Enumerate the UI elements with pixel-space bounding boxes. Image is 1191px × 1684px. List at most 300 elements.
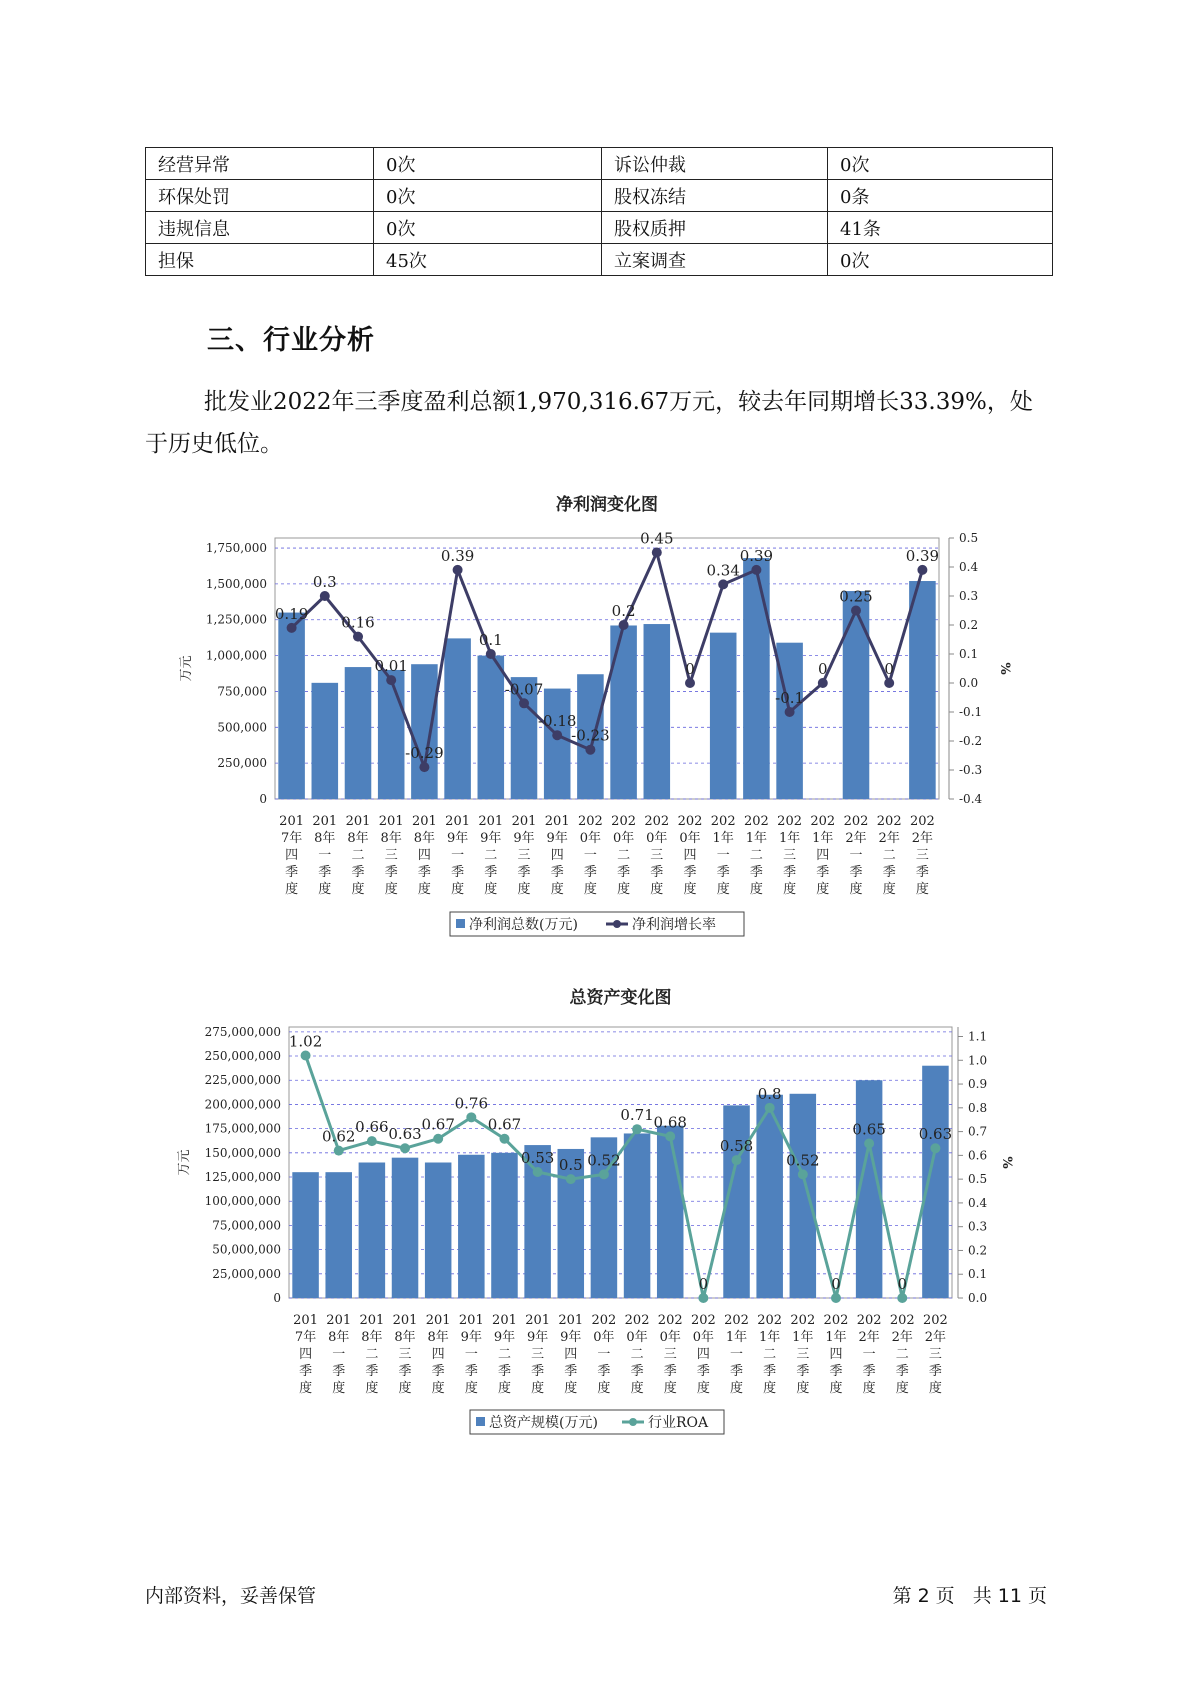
y-axis-label: 万元: [179, 655, 194, 682]
x-tick-label: 8年: [427, 1330, 449, 1345]
x-tick-label: 202: [810, 814, 836, 829]
x-tick-label: 季: [683, 865, 697, 880]
page-unit: 页: [935, 1585, 955, 1607]
line-point: [533, 1167, 543, 1177]
x-tick-label: 202: [757, 1313, 783, 1328]
x-tick-label: 季: [531, 1364, 545, 1379]
x-tick-label: 三: [783, 848, 797, 863]
x-tick-label: 一: [332, 1347, 346, 1362]
x-tick-label: 8年: [361, 1330, 383, 1345]
data-label: 0: [884, 660, 894, 678]
x-tick-label: 202: [743, 814, 769, 829]
x-tick-label: 二: [895, 1347, 909, 1362]
x-tick-label: 三: [915, 848, 929, 863]
y-tick-label: 125,000,000: [204, 1170, 281, 1185]
y2-tick-label: 0.4: [968, 1195, 988, 1210]
x-tick-label: 9年: [526, 1330, 549, 1345]
x-tick-label: 202: [591, 1313, 617, 1328]
legend-line-label: 行业ROA: [648, 1415, 709, 1431]
data-label: 0.65: [852, 1120, 886, 1139]
x-tick-label: 度: [816, 882, 830, 897]
data-label: 0.5: [558, 1156, 583, 1175]
x-tick-label: 季: [796, 1364, 810, 1379]
x-tick-label: 二: [484, 848, 498, 863]
x-tick-label: 季: [564, 1364, 578, 1379]
x-tick-label: 四: [683, 848, 697, 863]
x-tick-label: 度: [895, 1381, 909, 1396]
table-cell: 担保: [146, 244, 374, 276]
x-tick-label: 季: [862, 1364, 876, 1379]
table-cell: 0条: [828, 180, 1053, 212]
y-tick-label: 75,000,000: [212, 1218, 281, 1233]
y-tick-label: 50,000,000: [212, 1242, 281, 1257]
x-tick-label: 度: [583, 882, 597, 897]
data-label: 0.76: [454, 1094, 489, 1113]
x-tick-label: 季: [497, 1364, 511, 1379]
data-label: -0.1: [775, 689, 805, 707]
table-cell: 0次: [828, 244, 1053, 276]
x-tick-label: 度: [299, 1381, 313, 1396]
data-label: 0.3: [312, 573, 337, 591]
x-tick-label: 季: [617, 865, 631, 880]
x-tick-label: 度: [617, 882, 631, 897]
y2-axis-label: %: [999, 1156, 1014, 1169]
x-tick-label: 202: [876, 814, 902, 829]
data-label: 0: [685, 660, 695, 678]
x-tick-label: 201: [525, 1313, 551, 1328]
x-tick-label: 202: [856, 1313, 882, 1328]
legend-bar-label: 总资产规模(万元): [489, 1415, 598, 1431]
y2-tick-label: 1.0: [968, 1053, 988, 1068]
x-tick-label: 季: [882, 865, 896, 880]
x-tick-label: 一: [862, 1347, 876, 1362]
x-tick-label: 202: [823, 1313, 849, 1328]
y2-tick-label: 0.0: [968, 1291, 988, 1305]
x-tick-label: 201: [326, 1313, 352, 1328]
data-label: 0.16: [341, 613, 375, 632]
data-label: -0.23: [571, 726, 610, 745]
x-tick-label: 度: [431, 1381, 445, 1396]
x-tick-label: 四: [564, 1347, 578, 1362]
x-tick-label: 季: [451, 865, 465, 880]
x-tick-label: 2年: [845, 831, 867, 846]
x-tick-label: 季: [630, 1364, 644, 1379]
x-tick-label: 一: [464, 1347, 478, 1362]
x-tick-label: 四: [550, 848, 564, 863]
x-tick-label: 度: [318, 882, 332, 897]
x-tick-label: 度: [531, 1381, 545, 1396]
line-point: [466, 1112, 476, 1122]
bar: [624, 1133, 651, 1298]
x-tick-label: 度: [862, 1381, 876, 1396]
x-tick-label: 季: [895, 1364, 909, 1379]
data-label: 0.8: [757, 1084, 782, 1103]
x-tick-label: 201: [392, 1313, 418, 1328]
page-number: 2: [917, 1585, 930, 1607]
x-tick-label: 二: [497, 1347, 511, 1362]
x-tick-label: 度: [550, 882, 564, 897]
table-cell: 诉讼仲裁: [602, 148, 828, 180]
x-tick-label: 二: [617, 848, 631, 863]
data-label: 0.68: [653, 1113, 687, 1132]
x-tick-label: 202: [790, 1313, 816, 1328]
x-tick-label: 9年: [546, 831, 568, 846]
x-tick-label: 一: [451, 848, 465, 863]
x-tick-label: 三: [398, 1347, 412, 1362]
y2-tick-label: 0.7: [968, 1124, 988, 1139]
line-point: [930, 1143, 940, 1153]
y-tick-label: 1,750,000: [205, 541, 267, 556]
x-tick-label: 季: [583, 865, 597, 880]
line-point: [400, 1143, 410, 1153]
data-label: 0.67: [421, 1115, 455, 1134]
x-tick-label: 二: [749, 848, 763, 863]
x-tick-label: 2年: [891, 1330, 913, 1345]
x-tick-label: 季: [928, 1364, 942, 1379]
x-tick-label: 9年: [513, 831, 535, 846]
y2-tick-label: -0.1: [959, 705, 983, 719]
x-tick-label: 201: [359, 1313, 385, 1328]
x-tick-label: 201: [279, 814, 305, 829]
total-prefix: 共: [972, 1585, 992, 1607]
total-pages: 11: [997, 1585, 1022, 1607]
data-label: -0.18: [537, 712, 577, 731]
line-point: [864, 1138, 874, 1148]
x-tick-label: 四: [299, 1347, 313, 1362]
x-tick-label: 度: [451, 882, 465, 897]
table-cell: 环保处罚: [146, 180, 374, 212]
y2-tick-label: 0.1: [968, 1267, 988, 1282]
x-tick-label: 度: [915, 882, 929, 897]
x-tick-label: 度: [285, 882, 299, 897]
x-tick-label: 二: [365, 1347, 379, 1362]
x-tick-label: 季: [716, 865, 730, 880]
x-tick-label: 季: [431, 1364, 445, 1379]
x-tick-label: 季: [285, 865, 299, 880]
bar: [359, 1163, 386, 1299]
line-point: [732, 1155, 742, 1165]
data-label: 0.39: [440, 546, 475, 565]
x-tick-label: 0年: [692, 1330, 715, 1345]
y2-tick-label: 1.1: [968, 1029, 988, 1044]
x-tick-label: 0年: [612, 831, 635, 846]
bar: [292, 1172, 319, 1298]
x-tick-label: 季: [398, 1364, 412, 1379]
x-tick-label: 9年: [460, 1330, 482, 1345]
x-tick-label: 度: [417, 882, 431, 897]
line-point: [698, 1293, 708, 1303]
x-tick-label: 季: [816, 865, 830, 880]
x-tick-label: 8年: [380, 831, 402, 846]
table-cell: 0次: [374, 180, 602, 212]
x-tick-label: 度: [398, 1381, 412, 1396]
bar: [790, 1094, 817, 1298]
y2-tick-label: 0.3: [959, 589, 979, 603]
x-tick-label: 一: [318, 848, 332, 863]
line-point: [367, 1136, 377, 1146]
total-unit: 页: [1027, 1585, 1047, 1607]
x-tick-label: 度: [332, 1381, 346, 1396]
x-tick-label: 度: [484, 882, 498, 897]
x-tick-label: 季: [318, 865, 332, 880]
x-tick-label: 度: [796, 1381, 810, 1396]
data-label: 0.39: [739, 546, 774, 565]
x-tick-label: 季: [763, 1364, 777, 1379]
x-tick-label: 四: [417, 848, 431, 863]
x-tick-label: 四: [285, 848, 299, 863]
x-tick-label: 7年: [280, 831, 303, 846]
y2-tick-label: 0.2: [968, 1243, 988, 1258]
data-label: 0.63: [918, 1125, 953, 1144]
y-tick-label: 1,500,000: [205, 576, 267, 591]
line-point: [765, 1103, 775, 1113]
bar: [922, 1066, 949, 1298]
data-label: 0.45: [640, 529, 674, 548]
x-tick-label: 202: [724, 1313, 749, 1328]
x-tick-label: 度: [730, 1381, 744, 1396]
x-tick-label: 度: [749, 882, 763, 897]
x-tick-label: 季: [464, 1364, 478, 1379]
x-tick-label: 度: [928, 1381, 942, 1396]
x-tick-label: 季: [365, 1364, 379, 1379]
x-tick-label: 季: [550, 865, 564, 880]
x-tick-label: 四: [431, 1347, 445, 1362]
line-point: [433, 1134, 443, 1144]
x-tick-label: 季: [663, 1364, 677, 1379]
y2-tick-label: 0.5: [968, 1172, 988, 1187]
y-tick-label: 275,000,000: [204, 1024, 281, 1039]
x-tick-label: 201: [312, 814, 338, 829]
x-tick-label: 0年: [626, 1330, 648, 1345]
x-tick-label: 1年: [812, 831, 834, 846]
x-tick-label: 度: [683, 882, 697, 897]
x-tick-label: 2年: [911, 831, 934, 846]
data-label: 0.63: [388, 1125, 422, 1144]
table-cell: 45次: [374, 244, 602, 276]
x-tick-label: 0年: [593, 1330, 615, 1345]
x-tick-label: 9年: [560, 1330, 582, 1345]
y2-tick-label: 0.1: [959, 647, 979, 661]
x-tick-label: 度: [384, 882, 398, 897]
data-label: 0.01: [374, 657, 408, 676]
bar: [657, 1126, 684, 1298]
x-tick-label: 202: [677, 814, 703, 829]
line-point: [301, 1051, 311, 1061]
x-tick-label: 季: [417, 865, 431, 880]
x-tick-label: 季: [783, 865, 797, 880]
x-tick-label: 度: [763, 1381, 777, 1396]
bar: [325, 1172, 352, 1298]
line-point: [499, 1134, 509, 1144]
x-tick-label: 度: [497, 1381, 511, 1396]
table-cell: 0次: [374, 212, 602, 244]
table-cell: 经营异常: [146, 148, 374, 180]
data-label: 0.52: [786, 1151, 820, 1170]
x-tick-label: 度: [650, 882, 664, 897]
line-point: [632, 1124, 642, 1134]
x-tick-label: 9年: [493, 1330, 516, 1345]
data-label: 0.25: [839, 587, 873, 606]
x-tick-label: 202: [889, 1313, 915, 1328]
x-tick-label: 度: [630, 1381, 644, 1396]
x-tick-label: 三: [650, 848, 664, 863]
y2-tick-label: -0.2: [959, 734, 983, 748]
x-tick-label: 201: [478, 814, 504, 829]
data-label: 0: [818, 660, 828, 678]
y2-tick-label: 0.4: [959, 560, 979, 574]
legend-bar-swatch: [476, 1417, 485, 1426]
y-axis-label: 万元: [177, 1149, 192, 1176]
line-point: [566, 1174, 576, 1184]
bar: [491, 1153, 518, 1298]
y-tick-label: 750,000: [217, 684, 267, 699]
x-tick-label: 1年: [725, 1330, 748, 1345]
x-tick-label: 202: [577, 814, 603, 829]
x-tick-label: 202: [657, 1313, 683, 1328]
x-tick-label: 0年: [646, 831, 668, 846]
y2-tick-label: -0.3: [959, 763, 983, 777]
table-cell: 0次: [374, 148, 602, 180]
x-tick-label: 三: [531, 1347, 545, 1362]
x-tick-label: 度: [564, 1381, 578, 1396]
x-tick-label: 202: [909, 814, 935, 829]
table-cell: 股权冻结: [602, 180, 828, 212]
y2-tick-label: 0.5: [959, 531, 979, 545]
x-tick-label: 8年: [394, 1330, 416, 1345]
x-tick-label: 二: [882, 848, 896, 863]
table-cell: 违规信息: [146, 212, 374, 244]
y-tick-label: 250,000: [217, 756, 267, 771]
y-tick-label: 100,000,000: [204, 1194, 281, 1209]
line-point: [798, 1169, 808, 1179]
y-tick-label: 0: [259, 792, 267, 806]
x-tick-label: 201: [558, 1313, 584, 1328]
x-tick-label: 1年: [712, 831, 734, 846]
x-tick-label: 度: [849, 882, 863, 897]
x-tick-label: 二: [351, 848, 365, 863]
x-tick-label: 1年: [745, 831, 768, 846]
x-tick-label: 季: [749, 865, 763, 880]
chart-title: 净利润变化图: [556, 495, 658, 515]
x-tick-label: 201: [425, 1313, 451, 1328]
x-tick-label: 度: [829, 1381, 843, 1396]
bar: [425, 1163, 452, 1299]
data-label: 0.62: [322, 1127, 356, 1146]
x-tick-label: 一: [583, 848, 597, 863]
x-tick-label: 度: [597, 1381, 611, 1396]
table-cell: 立案调查: [602, 244, 828, 276]
x-tick-label: 季: [384, 865, 398, 880]
page-prefix: 第: [892, 1585, 912, 1607]
y-tick-label: 1,250,000: [205, 612, 267, 627]
legend-line-marker: [629, 1418, 637, 1426]
line-point: [334, 1146, 344, 1156]
y2-tick-label: -0.4: [959, 792, 983, 806]
x-tick-label: 1年: [778, 831, 801, 846]
data-label: 0.53: [520, 1149, 555, 1168]
x-tick-label: 四: [829, 1347, 843, 1362]
x-tick-label: 四: [816, 848, 830, 863]
x-tick-label: 201: [411, 814, 437, 829]
x-tick-label: 季: [696, 1364, 710, 1379]
y2-tick-label: 0.2: [959, 618, 979, 632]
data-label: 0.67: [487, 1115, 522, 1134]
data-label: 0.39: [905, 546, 940, 565]
data-label: -0.07: [504, 680, 544, 699]
x-tick-label: 季: [597, 1364, 611, 1379]
x-tick-label: 一: [597, 1347, 611, 1362]
data-label: 0.2: [611, 602, 636, 620]
x-tick-label: 2年: [924, 1330, 947, 1345]
x-tick-label: 2年: [858, 1330, 880, 1345]
legend-bar-label: 净利润总数(万元): [469, 917, 578, 933]
data-label: 0.34: [706, 561, 740, 580]
x-tick-label: 度: [663, 1381, 677, 1396]
x-tick-label: 一: [716, 848, 730, 863]
line-point: [665, 1131, 675, 1141]
data-label: 0.71: [620, 1106, 654, 1125]
y-tick-label: 0: [273, 1291, 281, 1305]
x-tick-label: 三: [384, 848, 398, 863]
x-tick-label: 8年: [328, 1330, 350, 1345]
data-label: 0.58: [719, 1137, 754, 1156]
x-tick-label: 202: [611, 814, 637, 829]
x-tick-label: 9年: [446, 831, 469, 846]
x-tick-label: 201: [345, 814, 371, 829]
x-tick-label: 度: [696, 1381, 710, 1396]
data-label: 0: [831, 1275, 841, 1293]
line-point: [831, 1293, 841, 1303]
x-tick-label: 三: [517, 848, 531, 863]
x-tick-label: 8年: [314, 831, 336, 846]
y2-tick-label: 0.8: [968, 1100, 988, 1115]
x-tick-label: 季: [351, 865, 365, 880]
page-indicator: [893, 1581, 1053, 1608]
x-tick-label: 1年: [759, 1330, 781, 1345]
y-tick-label: 225,000,000: [204, 1073, 281, 1088]
analysis-paragraph: 批发业2022年三季度盈利总额1,970,316.67万元，较去年同期增长33.39%，处于历史低位。: [145, 389, 1033, 457]
x-tick-label: 季: [849, 865, 863, 880]
data-label: 0.19: [274, 604, 309, 623]
x-tick-label: 202: [644, 814, 670, 829]
y-tick-label: 25,000,000: [212, 1266, 281, 1281]
x-tick-label: 201: [511, 814, 537, 829]
data-label: -0.29: [405, 744, 444, 763]
bar: [392, 1158, 419, 1298]
line-point: [599, 1169, 609, 1179]
y-tick-label: 175,000,000: [204, 1121, 281, 1136]
y-tick-label: 200,000,000: [204, 1097, 281, 1112]
y-tick-label: 250,000,000: [204, 1049, 281, 1064]
x-tick-label: 202: [923, 1313, 948, 1328]
x-tick-label: 度: [783, 882, 797, 897]
x-tick-label: 三: [796, 1347, 810, 1362]
data-label: 0.52: [587, 1151, 621, 1170]
data-label: 0: [897, 1275, 908, 1293]
x-tick-label: 1年: [792, 1330, 814, 1345]
x-tick-label: 202: [777, 814, 803, 829]
x-tick-label: 一: [730, 1347, 744, 1362]
x-tick-label: 202: [843, 814, 869, 829]
confidential-note: 内部资料，妥善保管: [145, 1585, 317, 1607]
x-tick-label: 201: [293, 1313, 318, 1328]
x-tick-label: 8年: [347, 831, 369, 846]
y2-tick-label: 0.6: [968, 1148, 988, 1163]
chart-title: 总资产变化图: [569, 988, 672, 1008]
x-tick-label: 二: [763, 1347, 777, 1362]
x-tick-label: 0年: [579, 831, 602, 846]
x-tick-label: 四: [696, 1347, 710, 1362]
